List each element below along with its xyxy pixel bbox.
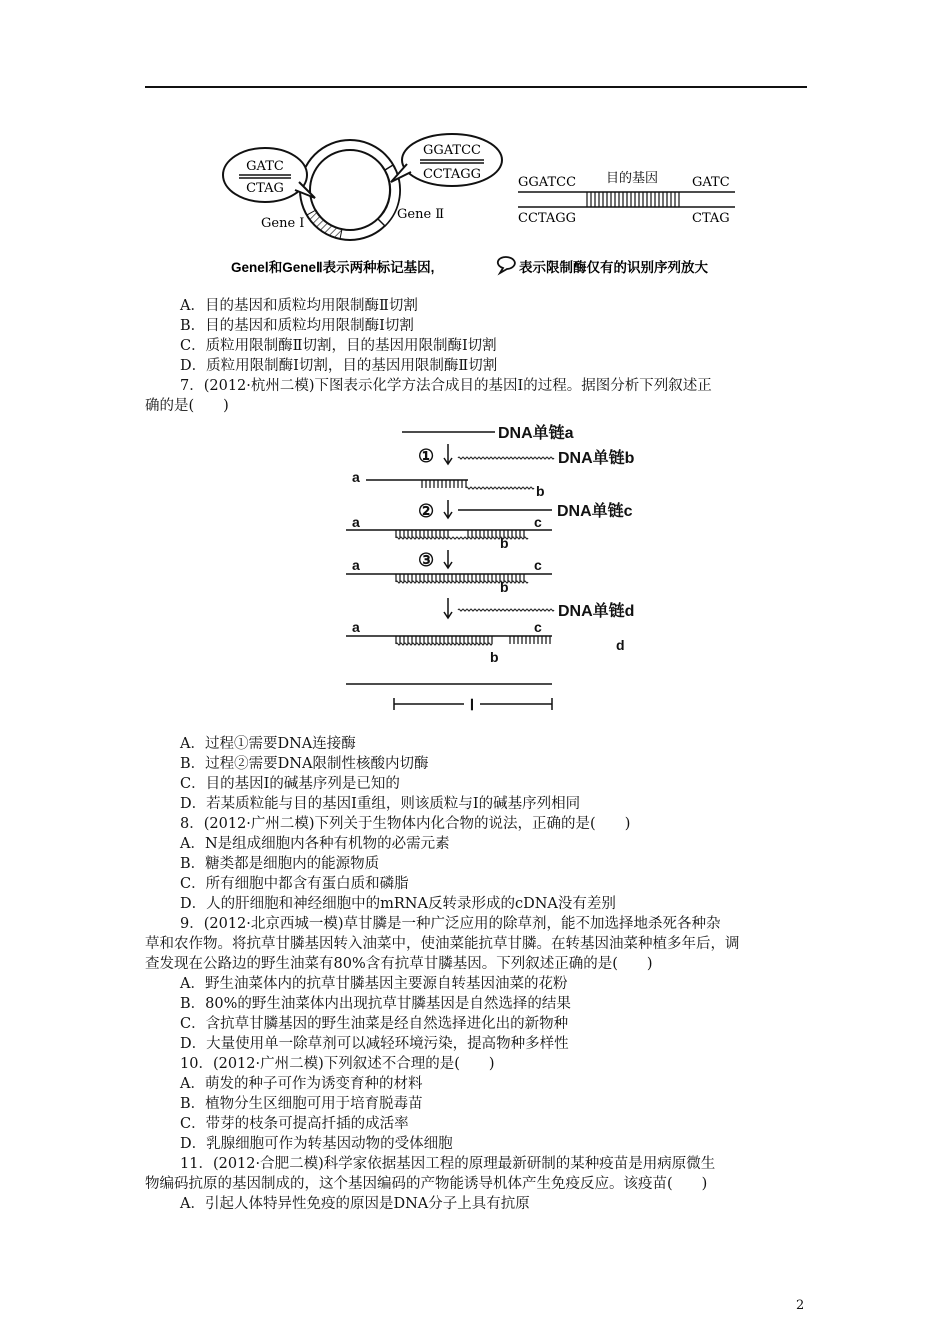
gene-synthesis-figure — [340, 420, 660, 720]
q8-option-c: C．所有细胞中都含有蛋白质和磷脂 — [180, 876, 409, 892]
gene1-label: Gene Ⅰ — [261, 216, 305, 231]
target-right-top: GATC — [692, 175, 730, 190]
q6-option-b: B．目的基因和质粒均用限制酶Ⅰ切割 — [180, 318, 414, 334]
strand-c-label: DNA单链c — [557, 503, 633, 520]
page-number: 2 — [796, 1298, 805, 1313]
strand-b-label: DNA单链b — [558, 450, 635, 467]
speech-bubble-icon — [498, 257, 515, 273]
q8-stem: 8．(2012·广州二模)下列关于生物体内化合物的说法，正确的是( ) — [180, 816, 631, 832]
q6-option-d: D．质粒用限制酶Ⅰ切割，目的基因用限制酶Ⅱ切割 — [180, 358, 498, 374]
right-seq-bottom: CCTAGG — [422, 167, 482, 182]
q10-stem: 10．(2012·广州二模)下列叙述不合理的是( ) — [180, 1056, 495, 1072]
target-right-bottom: CTAG — [692, 211, 730, 226]
q6-option-a: A．目的基因和质粒均用限制酶Ⅱ切割 — [180, 298, 418, 314]
q7-option-c: C．目的基因Ⅰ的碱基序列是已知的 — [180, 776, 400, 792]
q8-option-b: B．糖类都是细胞内的能源物质 — [180, 856, 380, 872]
q11-stem-line2: 物编码抗原的基因制成的，这个基因编码的产物能诱导机体产生免疫反应。该疫苗( ) — [145, 1176, 708, 1192]
target-left-bottom: CCTAGG — [518, 211, 577, 226]
q10-option-b: B．植物分生区细胞可用于培育脱毒苗 — [180, 1096, 423, 1112]
strand-a-label: DNA单链a — [498, 425, 574, 442]
q9-option-b: B．80%的野生油菜体内出现抗草甘膦基因是自然选择的结果 — [180, 996, 571, 1012]
row2-c: c — [534, 514, 542, 530]
row1-b: b — [536, 483, 545, 499]
q11-stem-line1: 11．(2012·合肥二模)科学家依据基因工程的原理最新研制的某种疫苗是用病原微生 — [180, 1156, 716, 1172]
q7-option-d: D．若某质粒能与目的基因Ⅰ重组，则该质粒与Ⅰ的碱基序列相同 — [180, 796, 581, 812]
row4-b: b — [490, 649, 499, 665]
q9-option-a: A．野生油菜体内的抗草甘膦基因主要源自转基因油菜的花粉 — [180, 976, 568, 992]
q7-option-a: A．过程①需要DNA连接酶 — [180, 736, 356, 752]
row3-a: a — [352, 557, 360, 573]
q8-option-d: D．人的肝细胞和神经细胞中的mRNA反转录形成的cDNA没有差别 — [180, 896, 616, 912]
figure1-caption: GeneⅠ和GeneⅡ表示两种标记基因, — [231, 260, 435, 275]
q9-option-c: C．含抗草甘膦基因的野生油菜是经自然选择进化出的新物种 — [180, 1016, 569, 1032]
q10-option-a: A．萌发的种子可作为诱变育种的材料 — [180, 1076, 423, 1092]
q11-option-a: A．引起人体特异性免疫的原因是DNA分子上具有抗原 — [180, 1196, 530, 1212]
row1-a: a — [352, 469, 360, 485]
row3-b: b — [500, 579, 509, 595]
q9-option-d: D．大量使用单一除草剂可以减轻环境污染，提高物种多样性 — [180, 1036, 569, 1052]
row4-c: c — [534, 619, 542, 635]
q7-stem-line2: 确的是( ) — [145, 398, 229, 414]
plasmid-figure — [215, 130, 755, 280]
figure1-caption-tail: 表示限制酶仅有的识别序列放大 — [519, 260, 708, 275]
row2-a: a — [352, 514, 360, 530]
target-gene-label: 目的基因 — [605, 171, 659, 186]
q10-option-c: C．带芽的枝条可提高扦插的成活率 — [180, 1116, 409, 1132]
target-left-top: GGATCC — [518, 175, 577, 190]
strand-d-label: DNA单链d — [558, 603, 635, 620]
gene-i-label: Ⅰ — [469, 697, 475, 714]
row2-b: b — [500, 535, 509, 551]
row4-a: a — [352, 619, 360, 635]
row4-d: d — [616, 637, 625, 653]
q9-stem-line2: 草和农作物。将抗草甘膦基因转入油菜中，使油菜能抗草甘膦。在转基因油菜种植多年后，调 — [145, 936, 740, 952]
step2-label: ② — [418, 501, 435, 521]
left-seq-top: GATC — [246, 159, 284, 174]
left-seq-bottom: CTAG — [246, 181, 284, 196]
header-rule — [145, 86, 807, 88]
row3-c: c — [534, 557, 542, 573]
right-seq-top: GGATCC — [422, 143, 482, 158]
q9-stem-line3: 查发现在公路边的野生油菜有80%含有抗草甘膦基因。下列叙述正确的是( ) — [145, 956, 653, 972]
q7-option-b: B．过程②需要DNA限制性核酸内切酶 — [180, 756, 429, 772]
q8-option-a: A．N是组成细胞内各种有机物的必需元素 — [180, 836, 450, 852]
q10-option-d: D．乳腺细胞可作为转基因动物的受体细胞 — [180, 1136, 453, 1152]
q9-stem-line1: 9．(2012·北京西城一模)草甘膦是一种广泛应用的除草剂，能不加选择地杀死各种杂 — [180, 916, 721, 932]
step1-label: ① — [418, 446, 435, 466]
step3-label: ③ — [418, 550, 435, 570]
gene2-label: Gene Ⅱ — [397, 207, 445, 222]
q7-stem-line1: 7．(2012·杭州二模)下图表示化学方法合成目的基因Ⅰ的过程。据图分析下列叙述正 — [180, 378, 712, 394]
q6-option-c: C．质粒用限制酶Ⅱ切割，目的基因用限制酶Ⅰ切割 — [180, 338, 497, 354]
